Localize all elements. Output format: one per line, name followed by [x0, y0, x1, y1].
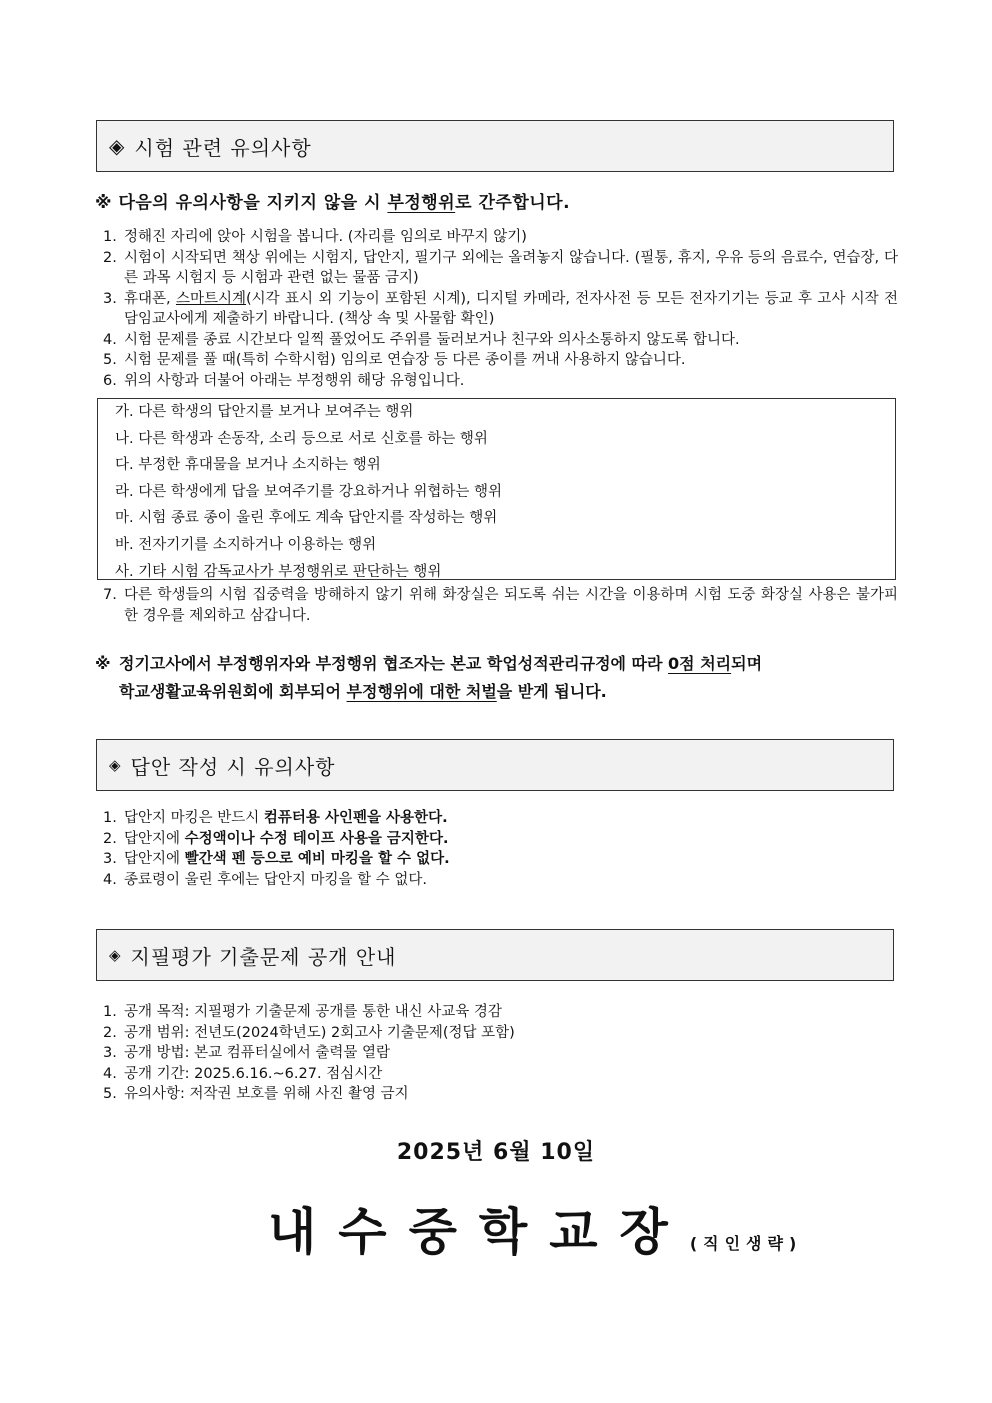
section-title: 시험 관련 유의사항 [134, 135, 312, 160]
smartwatch-underlined: 스마트시계 [175, 290, 247, 307]
diamond-icon: ◈ [109, 755, 121, 774]
list-item: 1. 정해진 자리에 앉아 시험을 봅니다. (자리를 임의로 바꾸지 않기) [103, 229, 527, 245]
section-title: 답안 작성 시 유의사항 [130, 754, 336, 779]
misconduct-type: 마. 시험 종료 종이 울린 후에도 계속 답안지를 작성하는 행위 [115, 510, 498, 527]
misconduct-type: 라. 다른 학생에게 답을 보여주기를 강요하거나 위협하는 행위 [115, 483, 503, 500]
seal-omitted-note: (직인생략) [689, 1234, 803, 1253]
misconduct-type: 나. 다른 학생과 손동작, 소리 등으로 서로 신호를 하는 행위 [115, 430, 488, 447]
answer-rules-list [103, 808, 898, 890]
list-item: 4. 종료령이 울린 후에는 답안지 마킹을 할 수 없다. [103, 871, 428, 888]
penalty-notice: ※ 정기고사에서 부정행위자와 부정행위 협조자는 본교 학업성적관리규정에 따라 0점 처리되며 학교생활교육위원회에 회부되어 부정행위에 대한 처벌을 받게 됩니다. [95, 650, 900, 706]
warning-text-post: 로 간주합니다. [455, 193, 571, 213]
diamond-icon: ◈ [109, 945, 121, 964]
list-item: 7. 다른 학생들의 시험 집중력을 방해하지 않기 위해 화장실은 되도록 쉬는 시간을 이용하며 시험 도중 화장실 사용은 불가피한 경우를 제외하고 삼갑니다. [103, 587, 898, 624]
section-header-answer-notes [96, 739, 894, 791]
list-item: 2. 공개 범위: 전년도(2024학년도) 2회고사 기출문제(정답 포함) [103, 1024, 515, 1041]
principal-title: 내수중학교장 [268, 1203, 690, 1261]
list-item: 2. 시험이 시작되면 책상 위에는 시험지, 답안지, 필기구 외에는 올려놓지 않습니다. (필통, 휴지, 우유 등의 음료수, 연습장, 다른 과목 시험지 등 시험과 관련 없는 물품 금지) [103, 249, 898, 286]
past-exam-info-list [103, 1002, 898, 1105]
section-title: 지필평가 기출문제 공개 안내 [130, 944, 397, 969]
exam-rules-list-continued [103, 585, 898, 626]
misconduct-type: 가. 다른 학생의 답안지를 보거나 보여주는 행위 [115, 404, 414, 420]
warning-text-pre: 다음의 유의사항을 지키지 않을 시 [118, 193, 388, 213]
principal-signature [268, 1192, 802, 1264]
list-item: 1. 답안지 마킹은 반드시 컴퓨터용 사인펜을 사용한다. [103, 810, 448, 826]
list-item: 4. 공개 기간: 2025.6.16.~6.27. 점심시간 [103, 1065, 383, 1082]
list-item: 1. 공개 목적: 지필평가 기출문제 공개를 통한 내신 사교육 경감 [103, 1004, 502, 1020]
section-header-exam-notes [96, 120, 894, 172]
misconduct-types-box [97, 398, 896, 580]
misconduct-type: 바. 전자기기를 소지하거나 이용하는 행위 [115, 536, 377, 553]
list-item: 5. 유의사항: 저작권 보호를 위해 사진 촬영 금지 [103, 1086, 409, 1102]
list-item: 3. 휴대폰, 스마트시계(시각 표시 외 기능이 포함된 시계), 디지털 카메라, 전자사전 등 모든 전자기기는 등교 후 고사 시작 전 담임교사에게 제출하기 바랍니다. (책상 속 및 사물함 확인) [103, 290, 898, 327]
warning-text-underlined: 부정행위 [387, 193, 456, 213]
list-item: 6. 위의 사항과 더불어 아래는 부정행위 해당 유형입니다. [103, 372, 465, 389]
misconduct-type: 다. 부정한 휴대물을 보거나 소지하는 행위 [115, 457, 381, 474]
section-header-past-exams [96, 929, 894, 981]
exam-rules-list [103, 227, 898, 391]
punishment-underlined: 부정행위에 대한 처벌 [346, 682, 497, 701]
diamond-icon: ◈ [109, 134, 125, 158]
list-item: 3. 답안지에 빨간색 펜 등으로 예비 마킹을 할 수 없다. [103, 851, 450, 867]
issue-date: 2025년 6월 10일 [396, 1140, 596, 1165]
reference-mark: ※ [95, 654, 111, 673]
zero-score-underlined: 0점 처리 [668, 654, 732, 673]
list-item: 4. 시험 문제를 종료 시간보다 일찍 풀었어도 주위를 둘러보거나 친구와 의사소통하지 않도록 합니다. [103, 331, 740, 348]
reference-mark: ※ [95, 193, 113, 213]
list-item: 5. 시험 문제를 풀 때(특히 수학시험) 임의로 연습장 등 다른 종이를 꺼내 사용하지 않습니다. [103, 352, 686, 368]
misconduct-warning [95, 188, 900, 213]
misconduct-type: 사. 기타 시험 감독교사가 부정행위로 판단하는 행위 [115, 563, 442, 580]
list-item: 3. 공개 방법: 본교 컴퓨터실에서 출력물 열람 [103, 1045, 391, 1061]
list-item: 2. 답안지에 수정액이나 수정 테이프 사용을 금지한다. [103, 830, 449, 847]
